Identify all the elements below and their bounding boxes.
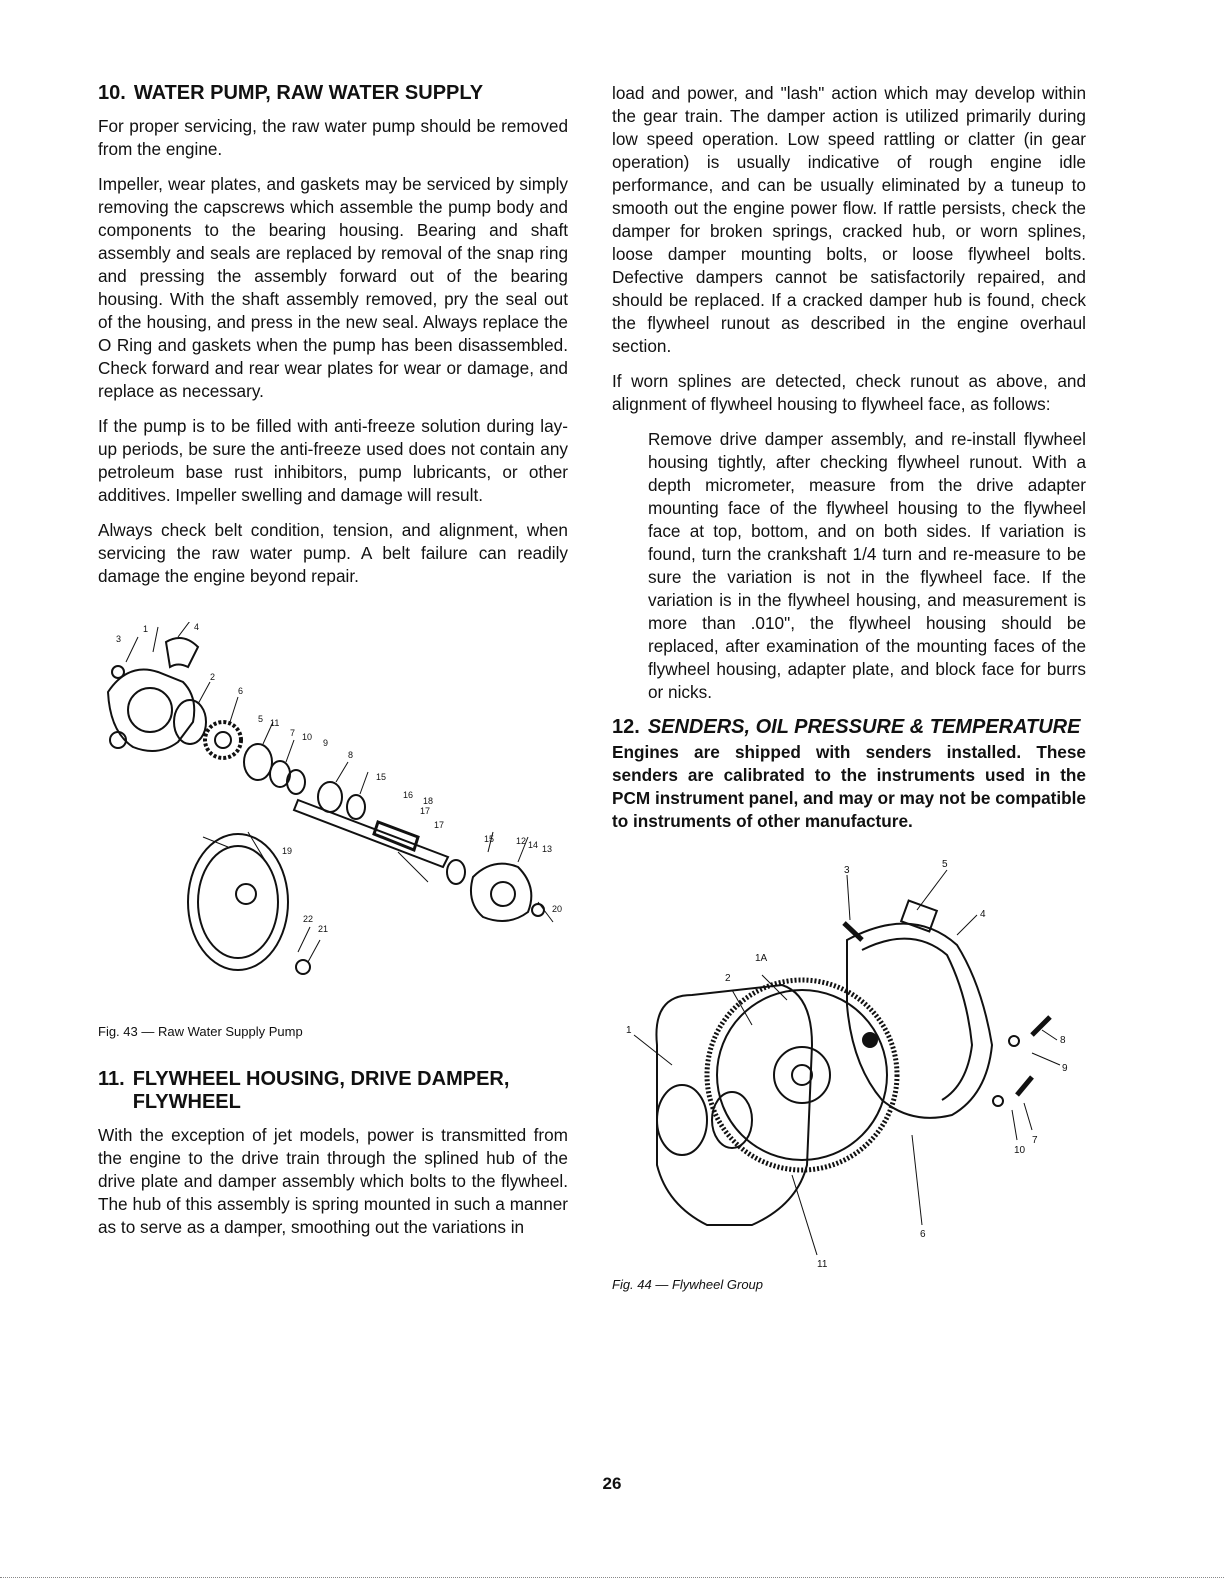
pulley — [188, 834, 288, 970]
adapter-plate — [656, 985, 812, 1225]
bearing — [318, 782, 342, 812]
section-12-paragraph: Engines are shipped with senders installed. These senders are calibrated to the instruments used in the PCM instrument panel, and may or may not be compatible to instruments of other manufacture. — [612, 742, 1086, 831]
section-11-paragraph: load and power, and "lash" action which may develop within the gear train. The damper action is utilized primarily during low speed operation. Low speed rattling or clatter (in gear operation) is usually indicative of rough engine idle performance, and can be usually eliminated by a tuneup to smooth out the engine power flow. If rattle persists, check the damper for broken springs, cracked hub, or worn splines, loose damper mounting bolts, or loose flywheel bolts. Defective dampers cannot be satisfactorily repaired, and should be replaced. If a cracked damper hub is found, check the flywheel runout as described in the engine overhaul section. — [612, 83, 1086, 356]
callout-label: 9 — [1062, 1063, 1068, 1074]
figure-44 — [612, 845, 1086, 1293]
callout-label: 8 — [1060, 1035, 1066, 1046]
callout-label: 3 — [116, 634, 122, 644]
pilot-bearing — [863, 1033, 877, 1047]
figure-44-caption: Fig. 44 — Flywheel Group — [612, 1277, 764, 1292]
section-11-heading — [98, 1068, 568, 1114]
callout-label: 15 — [484, 834, 495, 844]
snap-ring — [347, 795, 365, 819]
callout-label: 4 — [980, 909, 986, 920]
scan-edge-artifact — [0, 1577, 1224, 1584]
pulley-hub — [236, 884, 256, 904]
housing-nut — [532, 904, 544, 916]
washer — [1009, 1036, 1019, 1046]
flywheel — [717, 990, 887, 1160]
section-10-paragraph: If the pump is to be filled with anti-freeze solution during lay-up periods, be sure the anti-freeze used does not contain any petroleum base rust inhibitors, pump lubricants, or other additives. Impeller swelling and damage will result. — [98, 416, 568, 505]
section-12-heading — [612, 716, 1086, 739]
section-11-title: FLYWHEEL HOUSING, DRIVE DAMPER, FLYWHEEL — [132, 1068, 510, 1113]
callout-label: 21 — [318, 924, 329, 934]
callout-label: 20 — [552, 904, 563, 914]
figure-43-caption: Fig. 43 — Raw Water Supply Pump — [98, 1024, 303, 1039]
callout-label: 3 — [844, 865, 850, 876]
pulley-nut — [296, 960, 310, 974]
bolt — [1017, 1077, 1032, 1095]
wear-plate — [244, 744, 272, 780]
o-ring — [174, 700, 206, 744]
cam-plate — [166, 638, 198, 667]
pulley-groove — [198, 846, 278, 958]
callout-label: 15 — [376, 772, 387, 782]
callout-label: 17 — [420, 806, 431, 816]
flywheel-hub — [774, 1047, 830, 1103]
section-11-paragraph: With the exception of jet models, power is transmitted from the engine to the drive train through the splined hub of the drive plate and damper assembly which bolts to the flywheel. The hub of this assembly is spring mounted in such a manner as to serve as a damper, smoothing out the variations in — [98, 1125, 568, 1237]
callout-label: 1 — [143, 624, 149, 634]
pump-body-bore — [128, 688, 172, 732]
impeller — [205, 722, 241, 758]
right-column — [612, 82, 1086, 1293]
callout-label: 4 — [194, 622, 200, 632]
flywheel-center — [792, 1065, 812, 1085]
bolt — [1032, 1017, 1050, 1035]
flywheel-housing — [847, 924, 992, 1118]
section-10-paragraph: Impeller, wear plates, and gaskets may be serviced by simply removing the capscrews which assemble the pump body and components to the bearing housing. Bearing and shaft assembly and seals are replaced by removal of the snap ring and pressing the assembly forward out of the bearing housing. With the shaft assembly removed, pry the seal out of the housing, and press in the new seal. Always replace the O Ring and gaskets when the pump has been disassembled. Check forward and rear wear plates for wear or damage, and replace as necessary. — [98, 174, 568, 401]
callout-label: 2 — [725, 973, 731, 984]
callout-label: 1 — [626, 1025, 632, 1036]
callout-label: 5 — [258, 714, 264, 724]
figure-43 — [98, 622, 568, 1040]
callout-label: 11 — [817, 1259, 828, 1270]
washer — [993, 1096, 1003, 1106]
section-11-procedure: Remove drive damper assembly, and re-install flywheel housing tightly, after checking flywheel runout. With a depth micrometer, measure from the drive adapter mounting face of the flywheel housing to the flywheel face at top, bottom, and on both sides. If variation is found, turn the crankshaft 1/4 turn and re-measure to be sure the variation is not in the flywheel face. If the variation is in the flywheel housing, and measurement is more than .010", the flywheel housing should be replaced, after examination of the mounting faces of the flywheel housing, adapter plate, and block face for burrs or nicks. — [648, 429, 1086, 702]
callout-label: 6 — [238, 686, 244, 696]
adapter-opening-left — [657, 1085, 707, 1155]
figure-43-callouts — [116, 622, 562, 934]
flywheel-ring-gear — [707, 980, 897, 1170]
section-10-paragraph: For proper servicing, the raw water pump should be removed from the engine. — [98, 116, 568, 159]
left-column — [98, 82, 568, 1251]
section-11-number: 11. — [98, 1068, 125, 1090]
sender-plate — [901, 901, 937, 932]
callout-label: 8 — [348, 750, 354, 760]
callout-label: 14 — [528, 840, 539, 850]
page-number: 26 — [602, 1474, 622, 1493]
section-10-paragraph: Always check belt condition, tension, and alignment, when servicing the raw water pump. A belt failure can readily damage the engine beyond repair. — [98, 520, 568, 586]
callout-label: 11 — [270, 718, 280, 728]
callout-label: 13 — [542, 844, 553, 854]
figure-44-callouts — [626, 859, 1068, 1270]
callout-label: 7 — [1032, 1135, 1038, 1146]
section-10-title: WATER PUMP, RAW WATER SUPPLY — [133, 82, 484, 104]
raw-water-pump-exploded-diagram — [98, 622, 568, 1022]
section-11-paragraph: If worn splines are detected, check runout as above, and alignment of flywheel housing to flywheel face, as follows: — [612, 371, 1086, 414]
shaft-o-ring — [447, 860, 465, 884]
callout-label: 16 — [403, 790, 414, 800]
section-12-number: 12. — [612, 716, 640, 738]
impeller-hub — [215, 732, 231, 748]
callout-label: 1A — [755, 953, 768, 964]
section-10-number: 10. — [98, 82, 126, 104]
callout-label: 5 — [942, 859, 948, 870]
seal-washer — [287, 770, 305, 794]
callout-label: 10 — [302, 732, 313, 742]
callout-label: 2 — [210, 672, 216, 682]
bearing-housing — [471, 864, 531, 921]
callout-label: 22 — [303, 914, 314, 924]
callout-label: 18 — [423, 796, 434, 806]
flywheel-group-exploded-diagram — [612, 845, 1086, 1275]
callout-label: 19 — [282, 846, 293, 856]
section-10-heading — [98, 82, 568, 105]
callout-label: 9 — [323, 738, 329, 748]
pump-body — [108, 670, 194, 752]
callout-label: 10 — [1014, 1145, 1026, 1156]
section-12-title: SENDERS, OIL PRESSURE & TEMPERATURE — [647, 716, 1081, 738]
pump-fitting — [112, 666, 124, 678]
callout-label: 6 — [920, 1229, 926, 1240]
callout-label: 7 — [290, 728, 296, 738]
callout-label: 12 — [516, 836, 527, 846]
housing-bore — [491, 882, 515, 906]
shaft-bearing — [374, 822, 418, 850]
callout-label: 17 — [434, 820, 445, 830]
